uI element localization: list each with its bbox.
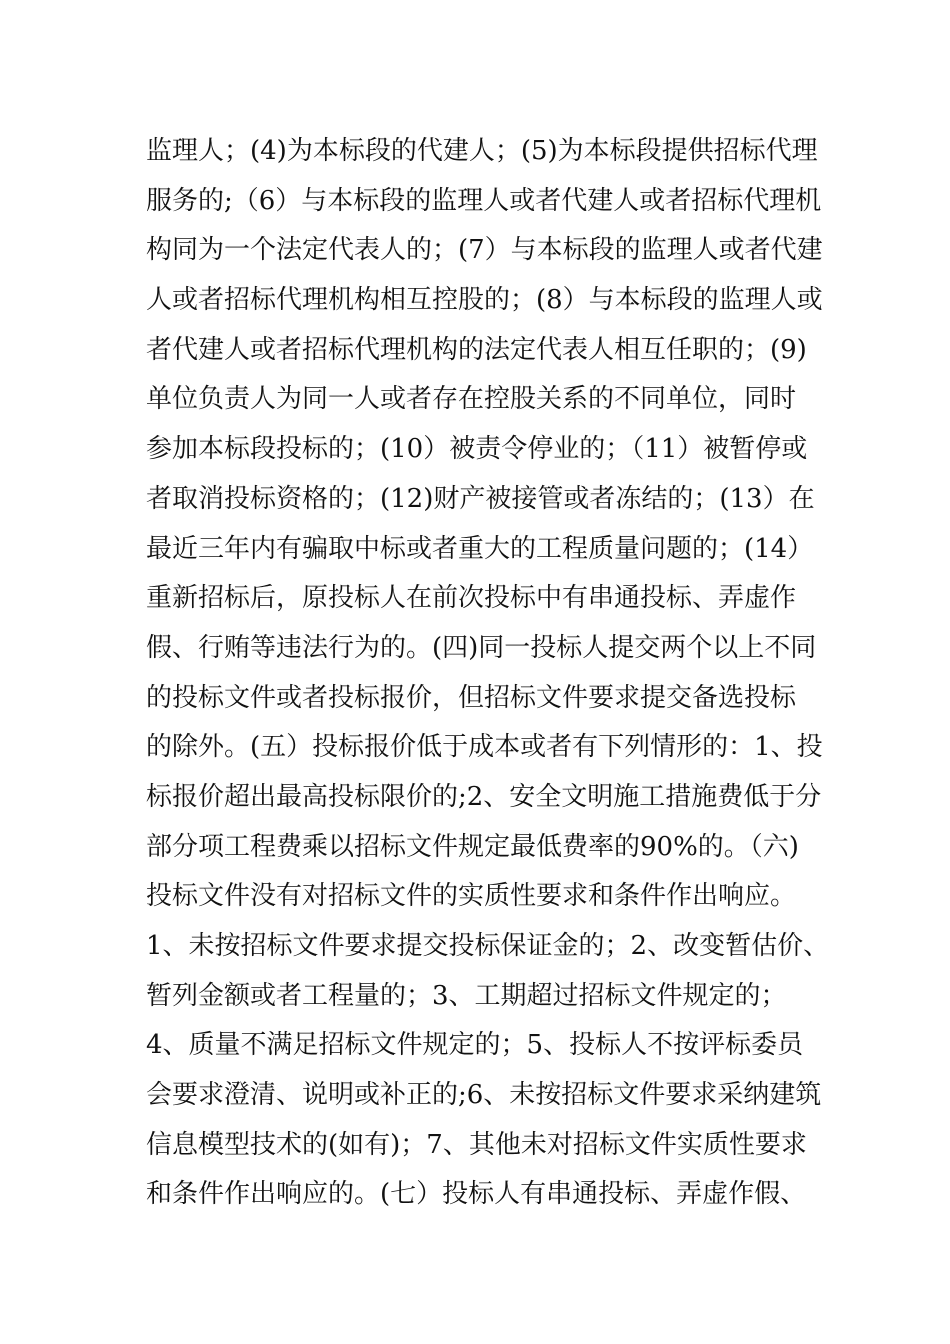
text-line: 的除外。(五）投标报价低于成本或者有下列情形的：1、投 — [146, 732, 823, 763]
text-line: 构同为一个法定代表人的；(7）与本标段的监理人或者代建 — [146, 235, 823, 266]
text-line: 会要求澄清、说明或补正的;6、未按招标文件要求采纳建筑 — [146, 1080, 822, 1111]
text-line: 标报价超出最高投标限价的;2、安全文明施工措施费低于分 — [146, 781, 822, 812]
text-line: 和条件作出响应的。(七）投标人有串通投标、弄虚作假、 — [146, 1179, 807, 1210]
text-line: 服务的;（6）与本标段的监理人或者代建人或者招标代理机 — [146, 185, 822, 216]
text-line: 信息模型技术的(如有)；7、其他未对招标文件实质性要求 — [146, 1129, 807, 1160]
text-line: 重新招标后，原投标人在前次投标中有串通投标、弄虚作 — [146, 583, 797, 614]
text-line: 部分项工程费乘以招标文件规定最低费率的90%的。（六) — [146, 831, 799, 862]
text-line: 1、未按招标文件要求提交投标保证金的；2、改变暂估价、 — [146, 931, 830, 961]
text-line: 假、行贿等违法行为的。(四)同一投标人提交两个以上不同 — [146, 632, 817, 663]
text-line: 暂列金额或者工程量的；3、工期超过招标文件规定的； — [146, 980, 787, 1011]
text-line: 人或者招标代理机构相互控股的；(8）与本标段的监理人或 — [146, 285, 823, 316]
text-line: 监理人；(4)为本标段的代建人；(5)为本标段提供招标代理 — [146, 136, 818, 166]
text-line: 者代建人或者招标代理机构的法定代表人相互任职的；(9) — [146, 334, 807, 365]
text-line: 最近三年内有骗取中标或者重大的工程质量问题的；(14） — [146, 533, 814, 564]
text-line: 者取消投标资格的；(12)财产被接管或者冻结的；(13）在 — [146, 483, 815, 514]
text-line: 的投标文件或者投标报价，但招标文件要求提交备选投标 — [146, 682, 797, 713]
text-line: 参加本标段投标的；(10）被责令停业的；（11）被暂停或 — [146, 434, 808, 465]
text-line: 单位负责人为同一人或者存在控股关系的不同单位，同时 — [146, 384, 797, 415]
body-text — [146, 127, 830, 1220]
text-line: 投标文件没有对招标文件的实质性要求和条件作出响应。 — [146, 881, 797, 912]
text-line: 4、质量不满足招标文件规定的；5、投标人不按评标委员 — [146, 1030, 804, 1061]
